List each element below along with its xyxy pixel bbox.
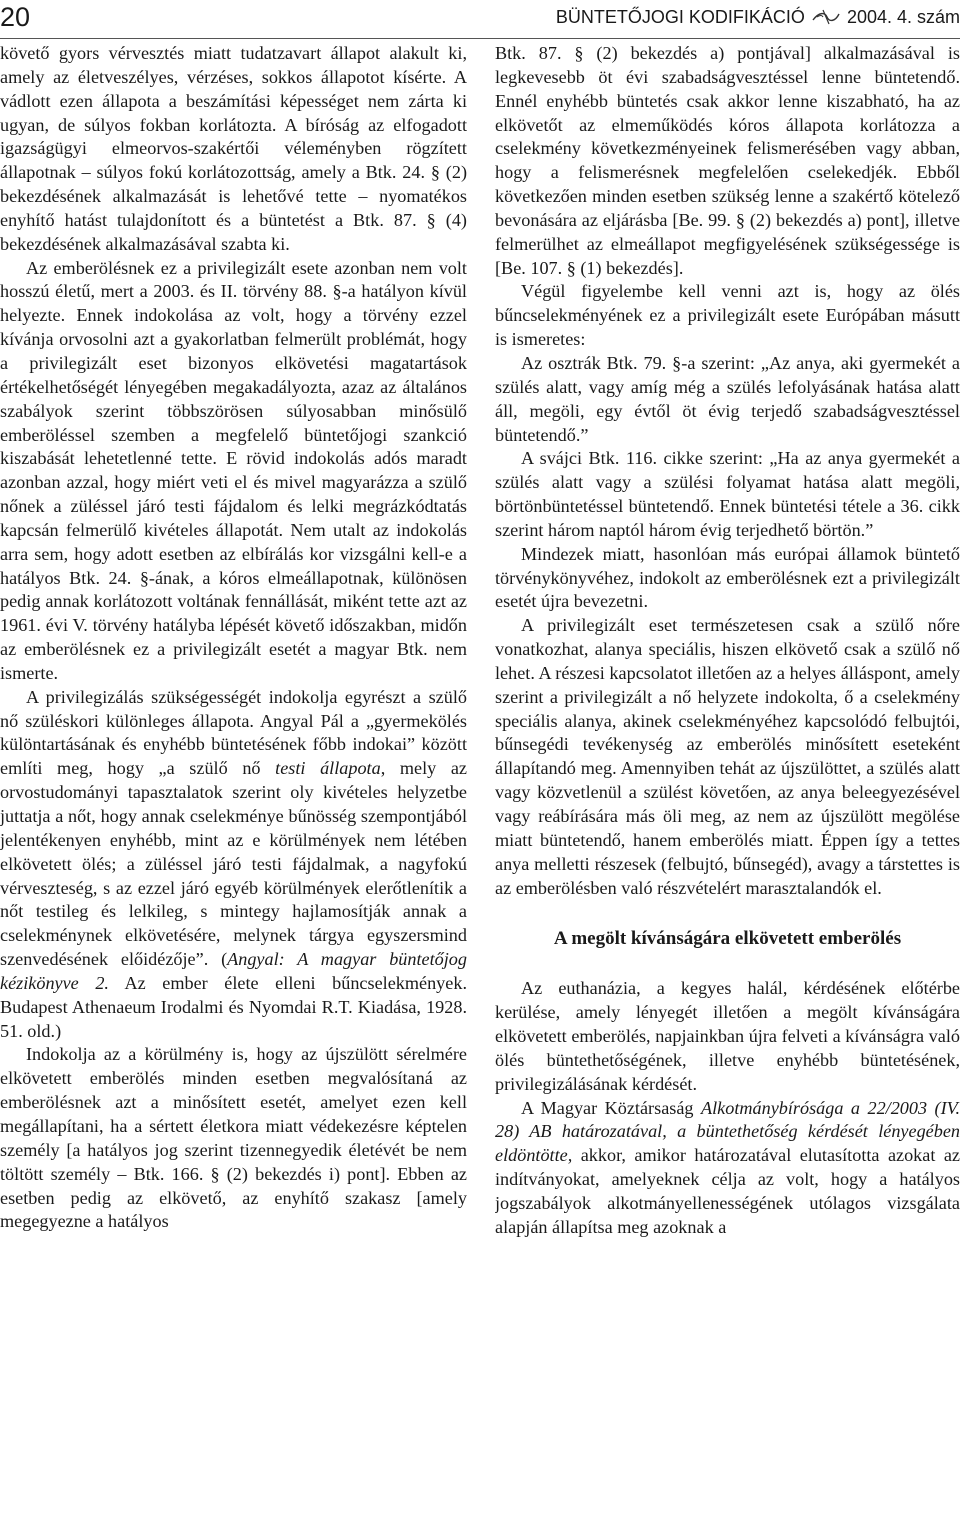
text-run: akkor, amikor határozatával elutasította azokat az indítványokat, amelyeknek célja az volt, hogy a hatályos jogszabályok alkotmányellenességének utólagos vizsgálata alapján állapítsa meg azoknak a [495, 1145, 960, 1237]
text-run: A privilegizálás szükségességét indokolja egyrészt a szülő nő szüléskori különleges állapota. Angyal Pál a „gyermekölés különtartásának és enyhébb büntetésének főbb indokai” között említi meg, hogy „a szülő nő [0, 686, 467, 779]
section-heading: A megölt kívánságára elkövetett emberölés [553, 928, 902, 950]
text-run: Az ember élete elleni bűncselekmények. Budapest Athenaeum Irodalmi és Nyomdai R.T. Kiadása, 1928. 51. old.) [0, 972, 467, 1041]
right-column [495, 42, 960, 1518]
page-header [0, 0, 960, 39]
paragraph: Az osztrák Btk. 79. §-a szerint: „Az anya, aki gyermekét a szülés alatt, vagy amíg még a szülés lefolyásának hatása alatt áll, megöli, egy évtől öt évig terjedő szabadságvesztéssel büntetendő.” [495, 352, 960, 445]
paragraph: Az euthanázia, a kegyes halál, kérdésének előtérbe kerülése, amely lényegét illetően a megölt kívánságára elkövetett emberölés, napjainkban újra felveti a kívánságra való ölés büntethetőségének, illetve enyhébb büntetésének, privilegizálásának kérdését. [495, 978, 960, 1094]
paragraph [0, 686, 467, 1044]
paragraph [495, 1097, 960, 1240]
paragraph: Végül figyelembe kell venni azt is, hogy az ölés bűncselekményének ez a privilegizált esete Európában másutt is ismeretes: [495, 281, 960, 350]
paragraph: Mindezek miatt, hasonlóan más európai államok büntető törvénykönyvéhez, indokolt az emberölésnek ezt a privilegizált esetét újra bevezetni. [495, 543, 960, 612]
paragraph: Az emberölésnek ez a privilegizált esete azonban nem volt hosszú életű, mert a 2003. és II. törvény 88. §-a hatályon kívül helyezte. Ennek indokolása az volt, hogy a törvény ezzel kívánja orvosolni azt a gyakorlatban felmerült problémát, hogy a privilegizált eset bizonyos elkövetési magatartások értékelhetőségét lényegében megakadályozta, azaz az általános szabályok szerint többszörösen súlyosabban minősülő emberöléssel szemben a megfelelő büntetőjogi szankció kiszabását lehetetlenné tette. E rövid indokolás adós maradt azonban azzal, hogy miért veti el és mivel magyarázza a szülő nőnek a züléssel járó testi fájdalom és lelki megrázkódtatás kapcsán felmerülő kivételes állapotát. Nem utalt az indokolás arra sem, hogy adott esetben az elbírálás kor vizsgálni kell-e a hatályos Btk. 24. §-ának, a kóros elmeállapotnak, különösen pedig annak korlátozott voltának fennállását, miként tette azt az 1961. évi V. törvény hatályba lépését követő időszakban, midőn az emberölésnek ez a privilegizált esetét a magyar Btk. nem ismerte. [0, 257, 467, 683]
left-column [0, 42, 467, 1518]
paragraph: Btk. 87. § (2) bekezdés a) pontjával] alkalmazásával is legkevesebb öt évi szabadságvesztéssel lenne büntetendő. Ennél enyhébb büntetés csak akkor lenne kiszabható, ha az elkövetőt az elmeműködés kóros állapota korlátozza a cselekmény következményeinek felismerésében vagy abban, hogy a felismerésnek megfelelően cselekedjék. Ebből következően minden esetben szükség lenne a szakértő kötelező bevonására az eljárásba [Be. 99. § (2) bekezdés a) pont], illetve felmerülhet az elmeállapot megfigyelésének szükségessége is [Be. 107. § (1) bekezdés]. [495, 43, 960, 278]
ornament-icon [811, 8, 841, 26]
paragraph: A svájci Btk. 116. cikke szerint: „Ha az anya gyermekét a szülés alatt vagy a szülési folyamat hatása alatt megöli, börtönbüntetéssel büntetendő. Ennek büntetési tétele a 36. cikk szerint három naptól három évig terjedhető börtön.” [495, 448, 960, 540]
paragraph: A privilegizált eset természetesen csak a szülő nőre vonatkozhat, alanya speciális, hiszen elkövető csak a szülő nő lehet. A részesi kapcsolatot illetően az a helyes álláspont, amely szerint a privilegizált a nő helyzete indokolta, ő a cselekmény speciális alanya, akinek cselekményéhez kapcsolódó felbujtói, bűnsegédi tevékenység az emberölés minősített eseteként állapítandó meg. Amennyiben tehát az újszülöttet, a szülés alatt vagy közvetlenül a szülést követően, az anya beleegyezésével vagy reábírására más öli meg, az nem az újszülött megölése miatt büntetendő, hanem emberölés miatt. Éppen így a tettes anya melletti részesek (felbujtó, bűnsegéd), avagy a társtettes is az emberölésben való részvételért marasztalandók el. [495, 615, 960, 898]
italic-text: testi állapota [275, 758, 381, 779]
journal-title: BÜNTETŐJOGI KODIFIKÁCIÓ [555, 7, 805, 27]
italic-text: Alkotmánybírósága a 22/2003 (IV. 28) AB határozatával, a büntethetőség kérdését lényegében eldöntötte, [495, 1097, 960, 1166]
page-number: 20 [0, 2, 31, 32]
citation-italic: Angyal: A magyar büntetőjog kézikönyve 2. [0, 949, 467, 993]
paragraph: követő gyors vérvesztés miatt tudatzavart állapot alakult ki, amely az életveszélyes, vérzéses, sokkos állapotot kísérte. A vádlott ezen állapota a beszámítási képességet nem zárta ki ugyan, de súlyos fokban korlátozta. A bíróság az elfogadott igazságügyi elmeorvos-szakértői véleményben rögzített állapotnak – súlyos fokú korlátozottság, amely a Btk. 24. § (2) bekezdésének alkalmazását is lehetővé tette – nyomatékos enyhítő hatást tulajdonított és a büntetést a Btk. 87. § (4) bekezdésének alkalmazásával szabta ki. [0, 43, 467, 254]
text-run: , mely az orvostudományi tapasztalatok szerint oly kivételes helyzetbe juttatja a nőt, hogy annak cselekménye bűnösség szempontjából jelentékenyen enyhébb, mint az e körülmények nem létében elkövetett ölés; a züléssel járó testi fájdalmak, a nagyfokú vérveszteség, s az ezzel járó egyéb körülmények elerőtlenítik a nőt testileg és lelkileg, s mintegy hajlamosítják annak a cselekménynek elkövetésére, melynek tárgya egyszersmind szenvedésének előidézője”. ( [0, 758, 467, 970]
text-run: A Magyar Köztársaság [521, 1097, 701, 1118]
paragraph: Indokolja az a körülmény is, hogy az újszülött sérelmére elkövetett emberölés minden esetben megvalósítaná az emberölésnek azt a minősített esetét, amelyet ezen kell megállapítani, ha a sértett életkora miatt védekezésre képtelen személy [a hatályos jog szerint tizennegyedik életévét be nem töltött személy – Btk. 166. § (2) bekezdés i) pont]. Ebben az esetben pedig az elkövető, az enyhítő szakasz [amely megegyezne a hatályos [0, 1044, 467, 1232]
running-title [556, 4, 960, 30]
issue-label: 2004. 4. szám [846, 7, 960, 27]
